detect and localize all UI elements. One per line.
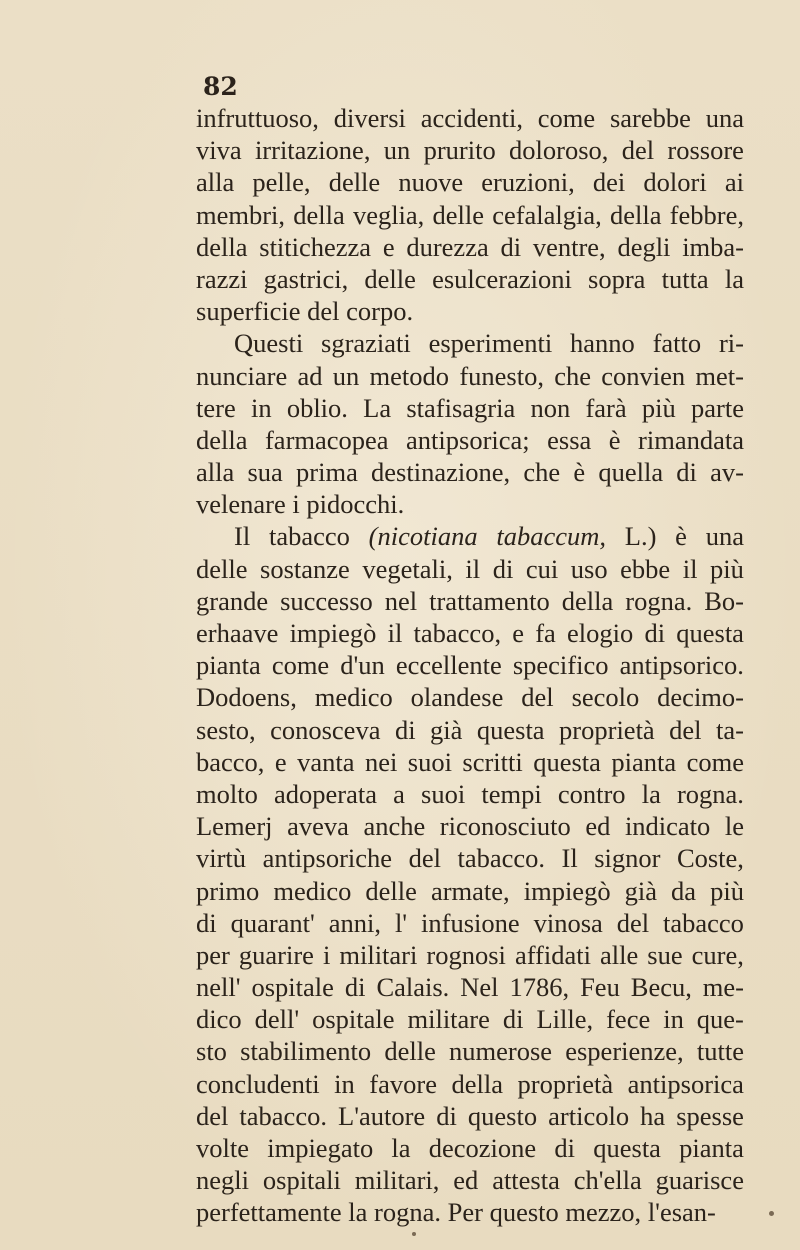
text-line: di quarant' anni, l' infusione vinosa del tabacco xyxy=(196,907,744,938)
text-line: dico dell' ospitale militare di Lille, fece in que- xyxy=(196,1004,744,1035)
text-line: nunciare ad un metodo funesto, che convien met- xyxy=(196,360,744,391)
text-line: delle sostanze vegetali, il di cui uso ebbe il più xyxy=(196,553,744,584)
text-line: viva irritazione, un prurito doloroso, del rossore xyxy=(196,135,744,166)
text-line: primo medico delle armate, impiegò già da più xyxy=(196,875,744,906)
text-line: del tabacco. L'autore di questo articolo ha spesse xyxy=(196,1100,744,1131)
text-line: infruttuoso, diversi accidenti, come sarebbe una xyxy=(196,103,744,133)
text-line: nell' ospitale di Calais. Nel 1786, Feu Becu, me- xyxy=(196,972,744,1003)
text-line: perfettamente la rogna. Per questo mezzo, l'esan- xyxy=(196,1197,716,1228)
text-line: erhaave impiegò il tabacco, e fa elogio di questa xyxy=(196,618,744,648)
ink-speck xyxy=(412,1232,416,1236)
text-line: Questi sgraziati esperimenti hanno fatto ri- xyxy=(234,328,744,359)
text-line: Lemerj aveva anche riconosciuto ed indicato le xyxy=(196,811,744,842)
text-line: per guarire i militari rognosi affidati alle sue cure, xyxy=(196,939,744,970)
text-line: Dodoens, medico olandese del secolo decimo- xyxy=(196,682,744,713)
body-text xyxy=(196,102,744,1229)
text-line: bacco, e vanta nei suoi scritti questa pianta come xyxy=(196,746,744,777)
text-line: alla sua prima destinazione, che è quella di av- xyxy=(196,457,744,488)
text-line: sesto, conosceva di già questa proprietà del ta- xyxy=(196,714,744,745)
text-line: virtù antipsoriche del tabacco. Il signor Coste, xyxy=(196,843,744,874)
text-line: pianta come d'un eccellente specifico antipsorico. xyxy=(196,650,744,681)
text-line: molto adoperata a suoi tempi contro la rogna. xyxy=(196,778,744,809)
text-line: superficie del corpo. xyxy=(196,296,414,327)
page-number: 82 xyxy=(203,72,238,101)
ink-speck xyxy=(769,1211,774,1216)
text-line: Il tabacco (nicotiana tabaccum, L.) è una xyxy=(234,521,744,552)
text-line: concludenti in favore della proprietà antipsorica xyxy=(196,1068,744,1099)
text-line: della farmacopea antipsorica; essa è rimandata xyxy=(196,424,744,455)
text-line: negli ospitali militari, ed attesta ch'ella guarisce xyxy=(196,1165,744,1196)
text-line: tere in oblio. La stafisagria non farà più parte xyxy=(196,392,744,423)
text-line: sto stabilimento delle numerose esperienze, tutte xyxy=(196,1036,744,1067)
text-line: alla pelle, delle nuove eruzioni, dei dolori ai xyxy=(196,167,744,198)
text-line: volte impiegato la decozione di questa pianta xyxy=(196,1133,744,1163)
text-line: della stitichezza e durezza di ventre, degli imba- xyxy=(196,231,744,262)
text-line: grande successo nel trattamento della rogna. Bo- xyxy=(196,585,744,616)
text-line: razzi gastrici, delle esulcerazioni sopra tutta la xyxy=(196,263,744,294)
text-line: velenare i pidocchi. xyxy=(196,489,405,520)
text-line: membri, della veglia, delle cefalalgia, della febbre, xyxy=(196,199,744,230)
